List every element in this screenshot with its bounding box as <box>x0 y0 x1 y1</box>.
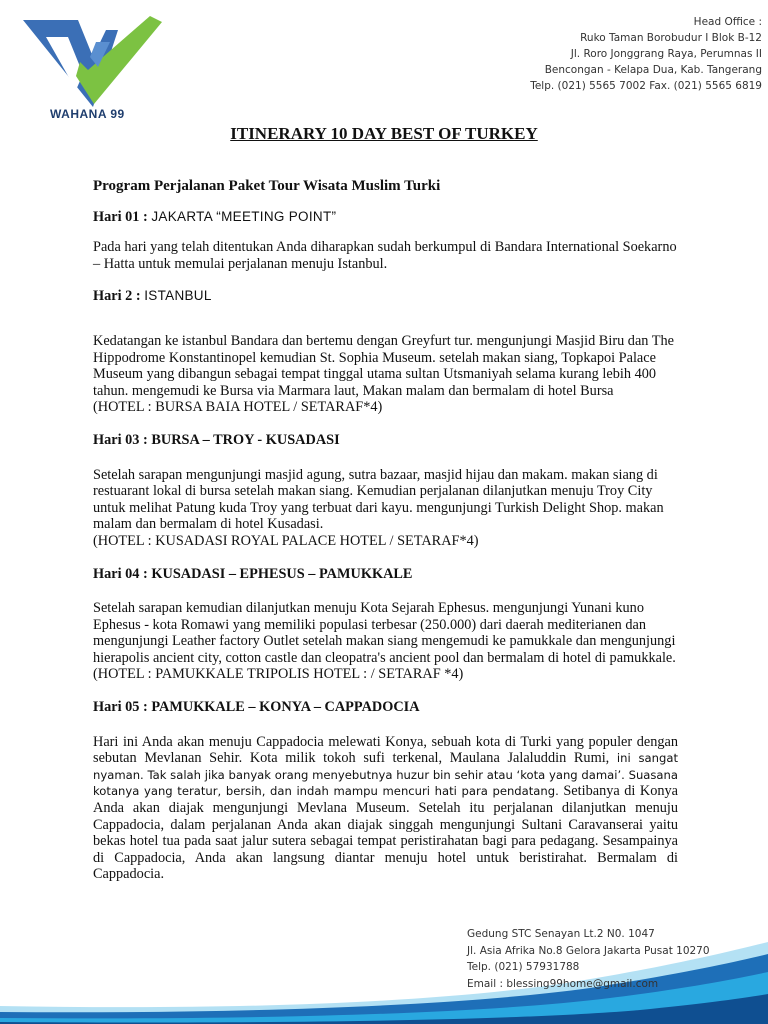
head-office-line: Bencongan - Kelapa Dua, Kab. Tangerang <box>544 64 762 76</box>
day-4-text: Setelah sarapan kemudian dilanjutkan menuju Kota Sejarah Ephesus. mengunjungi Yunani kuno Ephesus - kota Romawi yang memiliki populasi terbesar (250.000) dari daerah mediterianen dan mengunjungi Leather factory Outlet setelah makan siang mengemudi ke pamukkale dan mengunjungi hierapolis ancient city, cotton castle dan cleopatra's ancient pool dan bermalam di hotel di pamukkale. <box>93 600 676 666</box>
head-office-line: Jl. Roro Jonggrang Raya, Perumnas II <box>570 48 762 60</box>
day-3-hotel: (HOTEL : KUSADASI ROYAL PALACE HOTEL / SETARAF*4) <box>93 532 479 549</box>
day-label: Hari 05 : <box>93 699 152 716</box>
head-office-line: Ruko Taman Borobudur I Blok B-12 <box>580 32 762 44</box>
day-3-description <box>93 467 678 550</box>
logo-text: WAHANA 99 <box>50 107 125 121</box>
wahana99-logo <box>18 12 168 122</box>
day-5-text-a: Hari ini Anda akan menuju Cappadocia melewati Konya, sebuah kota di Turki yang populer dengan sebutan Mevlanan Sehir. Kota milik tokoh sufi terkenal, Maulana Jalaluddin Rumi, <box>93 733 678 767</box>
day-1-description: Pada hari yang telah ditentukan Anda diharapkan sudah berkumpul di Bandara International Soekarno – Hatta untuk memulai perjalanan menuju Istanbul. <box>93 239 677 272</box>
day-name: JAKARTA “MEETING POINT” <box>151 208 337 224</box>
footer-address-line: Gedung STC Senayan Lt.2 N0. 1047 <box>467 928 655 940</box>
day-name: PAMUKKALE – KONYA – CAPPADOCIA <box>151 699 420 716</box>
head-office-address <box>530 14 762 94</box>
day-5-text-c: Setibanya di Konya Anda akan diajak mengunjungi Mevlana Museum. Setelah itu perjalanan dilanjutkan menuju Cappadocia, dalam perjalanan Anda akan diajak singgah mengunjungi Sultani Caravanserai yaitu bekas hotel tua pada saat jalur sutera sebagai tempat peristirahatan bagi para pedagang. Sesampainya di Cappadocia, Anda akan langsung diantar menuju hotel untuk beristirahat. Bermalam di Cappadocia. <box>93 783 678 883</box>
footer-address-line: Jl. Asia Afrika No.8 Gelora Jakarta Pusat 10270 <box>467 944 710 957</box>
program-heading: Program Perjalanan Paket Tour Wisata Muslim Turki <box>93 178 441 194</box>
footer-email: Email : blessing99home@gmail.com <box>467 977 659 990</box>
itinerary-content <box>93 178 678 899</box>
day-name: BURSA – TROY - KUSADASI <box>151 431 340 448</box>
day-5-description <box>93 734 678 883</box>
footer-phone: Telp. (021) 57931788 <box>467 961 580 973</box>
day-2-hotel: (HOTEL : BURSA BAIA HOTEL / SETARAF*4) <box>93 399 383 416</box>
document-title: ITINERARY 10 DAY BEST OF TURKEY <box>230 124 538 143</box>
day-2-heading <box>93 288 678 305</box>
day-label: Hari 03 : <box>93 431 152 448</box>
day-name: KUSADASI – EPHESUS – PAMUKKALE <box>151 565 413 582</box>
head-office-line: Telp. (021) 5565 7002 Fax. (021) 5565 6819 <box>530 80 762 92</box>
day-4-heading <box>93 566 678 583</box>
day-3-heading <box>93 432 678 449</box>
day-name: ISTANBUL <box>144 288 212 304</box>
day-4-hotel: (HOTEL : PAMUKKALE TRIPOLIS HOTEL : / SETARAF *4) <box>93 666 464 683</box>
day-1-heading <box>93 209 678 226</box>
footer-address <box>467 926 710 992</box>
day-2-description <box>93 333 678 416</box>
day-2-text: Kedatangan ke istanbul Bandara dan bertemu dengan Greyfurt tur. mengunjungi Masjid Biru dan The Hippodrome Konstantinopel kemudian St. Sophia Museum. setelah makan siang, Topkapoi Palace Museum yang dibangun sebagai tempat tinggal utama sultan Utsmaniyah selama kurang lebih 400 tahun. mengemudi ke Bursa via Marmara laut, Makan malam dan bermalam di hotel Bursa <box>93 332 674 399</box>
day-label: Hari 2 : <box>93 288 145 305</box>
day-4-description <box>93 600 678 683</box>
day-label: Hari 04 : <box>93 565 152 582</box>
day-5-heading <box>93 699 678 716</box>
day-label: Hari 01 : <box>93 208 152 225</box>
day-5-text-b: ini sangat nyaman. Tak salah jika banyak orang menyebutnya huzur bin sehir atau ‘kota yang damai’. Suasana kotanya yang teratur, bersih, dan indah mampu mencuri hati para pendatang. <box>93 751 678 799</box>
head-office-line: Head Office : <box>693 16 762 28</box>
day-3-text: Setelah sarapan mengunjungi masjid agung, sutra bazaar, masjid hijau dan makam. makan siang di restuarant lokal di bursa setelah makan siang. Kemudian perjalanan dilanjutkan menuju Troy City untuk melihat Patung kuda Troy yang terbuat dari kayu. mengunjungi Turkish Delight Shop. makan malam dan bermalam di hotel Kusadasi. <box>93 466 664 533</box>
